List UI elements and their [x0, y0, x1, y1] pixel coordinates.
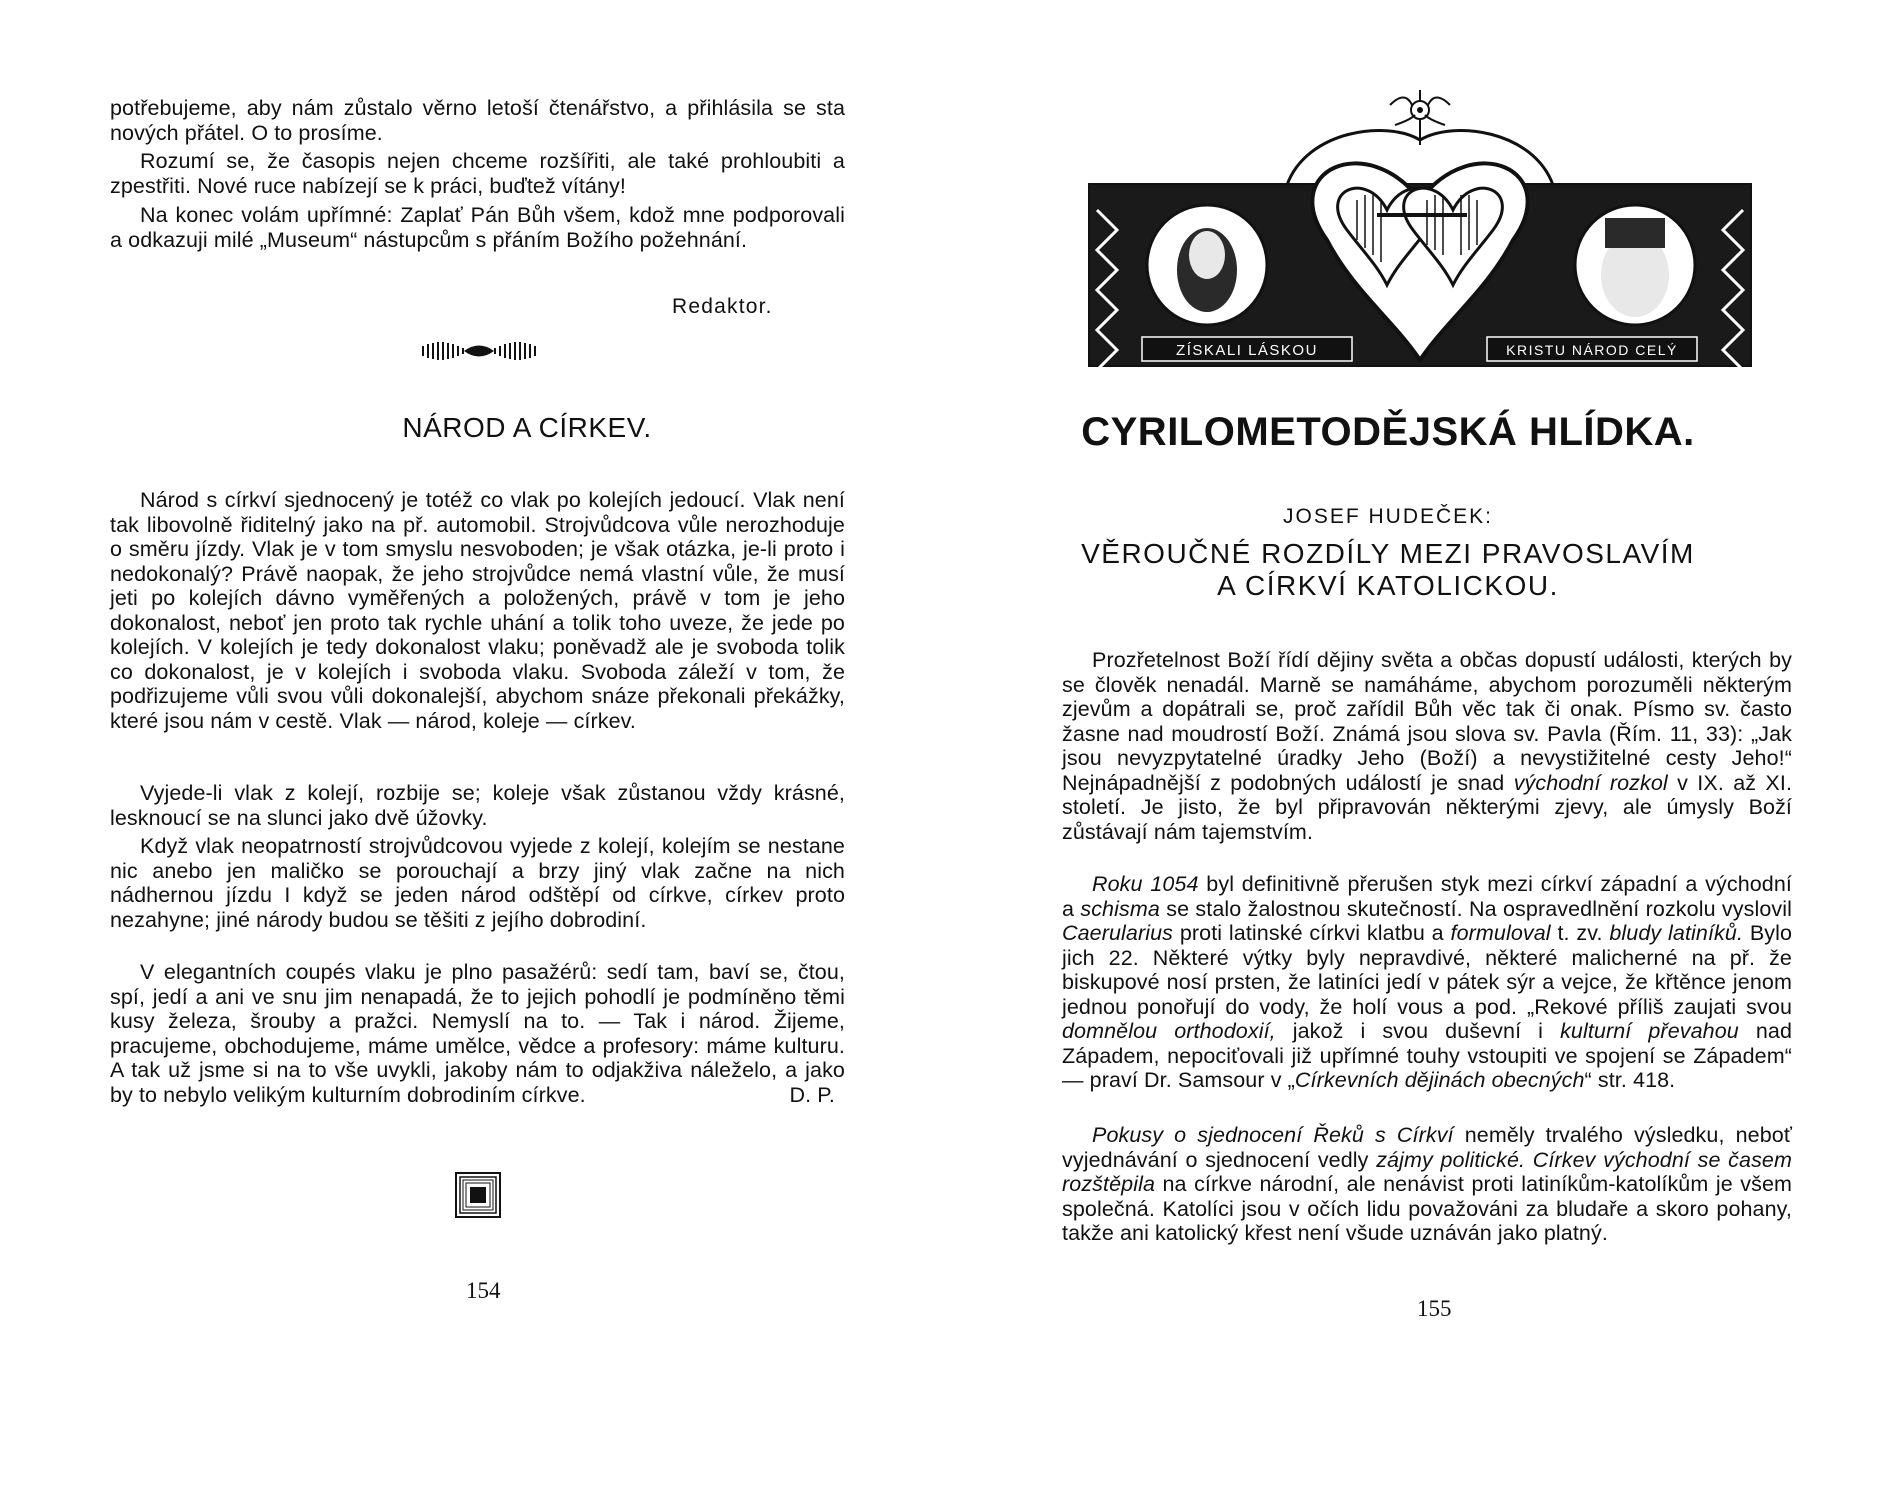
p3-text-b: na církve národní, ale nenávist proti latiníkům-katolíkům je všem společná. Katolíci jsou v očích lidu považováni za bludaře a skoro pohany, takže ani katolický křest není všude uznáván jako platný.: [1062, 1172, 1793, 1245]
p2-em-4: formuloval: [1450, 921, 1551, 945]
banner-left-text: ZÍSKALI LÁSKOU: [1176, 342, 1318, 359]
article-paragraph-4-text: V elegantních coupés vlaku je plno pasažérů: sedí tam, baví se, čtou, spí, jedí a ani ve snu jim nenapadá, že to jejich pohodlí je podmíněno těmi kusy železa, šrouby a pražci. Nemyslí na to. — Tak i národ. Žijeme, pracujeme, obchodujeme, máme umělce, vědce a profesory: máme kulturu. A tak už jsme si na to vše uvykli, jakoby nám to odjakživa náleželo, a jako by to nebylo velikým kulturním dobrodiním církve.: [110, 960, 845, 1107]
p2-text-c: proti latinské církvi klatbu a: [1179, 921, 1444, 945]
paragraph-intro-1: potřebujeme, aby nám zůstalo věrno letoší čtenářstvo, a přihlásila se sta nových přátel. O to prosíme.: [110, 96, 845, 145]
p2-text-e: Bylo jich 22. Některé výtky byly nepravdivé, některé malicherné na př. že biskupové nosí prsten, že latiníci jedí v pátek sýr a vejce, že křtěnce jenom jednou ponořují do vody, že holí vous a pod. „Rekové příliš zaujati svou: [1062, 921, 1793, 1019]
magazine-section-title: CYRILOMETODĚJSKÁ HLÍDKA.: [1081, 410, 1695, 454]
page-number-right: 155: [1417, 1296, 1452, 1321]
article-title-line-1: VĚROUČNÉ ROZDÍLY MEZI PRAVOSLAVÍM: [1081, 538, 1695, 569]
p2-em-5: bludy latiníků.: [1609, 921, 1744, 945]
p2-text-g: nad Západem, nepociťovali již upřímné touhy vstoupiti ve spojení se Západem“ — praví Dr. Samsour v „: [1062, 1019, 1793, 1092]
p2-text-d: t. zv.: [1557, 921, 1603, 945]
banner-right-text: KRISTU NÁROD CELÝ: [1506, 342, 1678, 358]
article-paragraph-1: Národ s církví sjednocený je totéž co vlak po kolejích jedoucí. Vlak není tak libovolně řiditelný jako na př. automobil. Strojvůdcova vůle nerozhoduje o směru jízdy. Vlak je v tom smyslu nesvoboden; je však otázka, je-li proto i nedokonalý? Právě naopak, že jeho strojvůdce nemá vlastní vůle, že musí jeti po kolejích dávno vyměřených a položených, právě v tom je jeho dokonalost, neboť jen proto tak rychle uhání a tolik toho uveze, že jede po kolejích. V kolejích je tedy dokonalost vlaku; poněvadž ale je svoboda tolik co dokonalost, je v kolejích i svoboda vlaku. Svoboda záleží v tom, že podřizujeme vůli svou vůli dokonalejší, abychom snáze překonali překážky, které jsou nám v cestě. Vlak — národ, koleje — církev.: [110, 488, 845, 733]
article-title-line-2: A CÍRKVÍ KATOLICKOU.: [1217, 570, 1559, 601]
p2-em-3: Caerularius: [1062, 921, 1174, 945]
p1-text-end: v IX. až XI. století. Je jisto, že byl připravován některými zjevy, ale úmysly Boží zůstávají nám tajemstvím.: [1062, 770, 1793, 844]
p2-em-7: kulturní převahou: [1560, 1019, 1739, 1043]
article-paragraph-2: Vyjede-li vlak z kolejí, rozbije se; koleje však zůstanou vždy krásné, lesknoucí se na slunci jako dvě úžovky.: [110, 781, 845, 830]
section-title: NÁROD A CÍRKEV.: [402, 412, 652, 443]
p2-em-1: Roku 1054: [1092, 872, 1199, 896]
section-divider-ornament: [420, 340, 540, 362]
article-paragraph-4: [110, 960, 845, 1107]
p3-em-1: Pokusy o sjednocení Řeků s Církví: [1092, 1123, 1454, 1147]
right-page: [952, 0, 1904, 1500]
page-number-left: 154: [466, 1278, 501, 1303]
p1-emphasis: východní rozkol: [1513, 770, 1668, 795]
article-paragraph-1: [1062, 648, 1792, 844]
p2-text-b: se stalo žalostnou skutečností. Na ospravedlnění rozkolu vyslovil: [1166, 896, 1793, 921]
p2-text-a: byl definitivně přerušen styk mezi církví západní a východní a: [1062, 872, 1792, 921]
article-paragraph-3: [1062, 1123, 1792, 1246]
signature: Redaktor.: [672, 295, 773, 318]
paragraph-intro-2: Rozumí se, že časopis nejen chceme rozšířiti, ale také prohloubiti a zpestřiti. Nové ruce nabízejí se k práci, buďtež vítány!: [110, 149, 845, 198]
p2-em-8: Církevních dějinách obecných: [1294, 1068, 1585, 1092]
p2-text-h: “ str. 418.: [1584, 1068, 1676, 1092]
p3-text-a: neměly trvalého výsledku, neboť vyjednávání o sjednocení vedly: [1062, 1123, 1792, 1172]
p3-em-2: zájmy politické. Církev východní se časem rozštěpila: [1062, 1147, 1793, 1196]
p2-em-6: domnělou orthodoxií,: [1062, 1019, 1276, 1043]
cyrilomethodian-banner: [1087, 90, 1753, 370]
p2-text-f: jakož i svou duševní i: [1292, 1019, 1544, 1043]
article-title: [912, 538, 1864, 602]
author-initials: D. P.: [789, 1082, 835, 1107]
article-paragraph-2: [1062, 872, 1792, 1093]
p2-em-2: schisma: [1080, 896, 1160, 921]
article-author: JOSEF HUDEČEK:: [1282, 505, 1494, 528]
end-ornament: [455, 1172, 501, 1218]
paragraph-intro-3: Na konec volám upřímné: Zaplať Pán Bůh všem, kdož mne podporovali a odkazuji milé „Museum“ nástupcům s přáním Božího požehnání.: [110, 203, 845, 252]
p1-text: Prozřetelnost Boží řídí dějiny světa a občas dopustí události, kterých by se člověk nenadál. Marně se namáháme, abychom porozuměli některým zjevům a dopátrali se, proč zařídil Bůh věc tak či onak. Písmo sv. často žasne nad moudrostí Boží. Známá jsou slova sv. Pavla (Řím. 11, 33): „Jak jsou nevyzpytatelné úradky Jeho (Boží) a nevystižitelné cesty Jeho!“ Nejnápadnější z podobných událostí je snad: [1062, 648, 1792, 795]
article-paragraph-3: Když vlak neopatrností strojvůdcovou vyjede z kolejí, kolejím se nestane nic anebo jen maličko se porouchají a brzy jiný vlak začne na nich nádhernou jízdu I když se jeden národ odštěpí od církve, církev proto nezahyne; jiné národy budou se těšiti z jejího dobrodiní.: [110, 834, 845, 932]
